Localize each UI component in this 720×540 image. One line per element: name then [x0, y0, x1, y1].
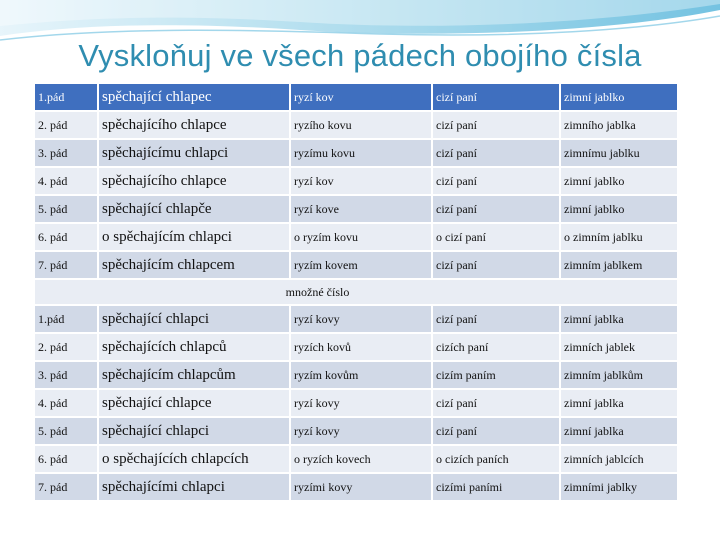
- table-row: [35, 168, 677, 194]
- noun-phrase-3-cell: o cizí paní: [433, 224, 559, 250]
- noun-phrase-1-cell: spěchající chlapci: [99, 418, 289, 444]
- table-row: [35, 140, 677, 166]
- noun-phrase-3-cell: cizí paní: [433, 306, 559, 332]
- table-row: [35, 446, 677, 472]
- noun-phrase-2-cell: ryzích kovů: [291, 334, 431, 360]
- case-cell: 4. pád: [35, 390, 97, 416]
- noun-phrase-2-cell: ryzími kovy: [291, 474, 431, 500]
- noun-phrase-4-cell: zimní jablka: [561, 390, 677, 416]
- table-row: [35, 224, 677, 250]
- case-cell: 6. pád: [35, 224, 97, 250]
- noun-phrase-1-cell: spěchající chlapec: [99, 84, 289, 110]
- noun-phrase-2-cell: ryzí kovy: [291, 306, 431, 332]
- noun-phrase-2-cell: ryzího kovu: [291, 112, 431, 138]
- table-row: [35, 362, 677, 388]
- noun-phrase-1-cell: o spěchajícím chlapci: [99, 224, 289, 250]
- noun-phrase-1-cell: spěchajících chlapců: [99, 334, 289, 360]
- noun-phrase-1-cell: spěchající chlapce: [99, 390, 289, 416]
- noun-phrase-2-cell: ryzí kovy: [291, 390, 431, 416]
- table-row: [35, 334, 677, 360]
- noun-phrase-3-cell: cizích paní: [433, 334, 559, 360]
- case-cell: 3. pád: [35, 140, 97, 166]
- noun-phrase-3-cell: cizí paní: [433, 196, 559, 222]
- noun-phrase-1-cell: spěchajícímu chlapci: [99, 140, 289, 166]
- noun-phrase-3-cell: cizí paní: [433, 112, 559, 138]
- noun-phrase-2-cell: ryzím kovem: [291, 252, 431, 278]
- declension-table: [33, 82, 679, 502]
- noun-phrase-4-cell: zimním jablkem: [561, 252, 677, 278]
- noun-phrase-2-cell: ryzímu kovu: [291, 140, 431, 166]
- noun-phrase-4-cell: zimní jablko: [561, 168, 677, 194]
- noun-phrase-1-cell: spěchajícím chlapcům: [99, 362, 289, 388]
- noun-phrase-4-cell: zimní jablko: [561, 196, 677, 222]
- plural-heading-cell: [35, 280, 677, 304]
- noun-phrase-4-cell: zimními jablky: [561, 474, 677, 500]
- noun-phrase-4-cell: zimní jablka: [561, 418, 677, 444]
- table-row: [35, 196, 677, 222]
- plural-heading-row: [35, 280, 677, 304]
- noun-phrase-1-cell: spěchajícími chlapci: [99, 474, 289, 500]
- table-row: [35, 474, 677, 500]
- case-cell: 6. pád: [35, 446, 97, 472]
- case-cell: 7. pád: [35, 474, 97, 500]
- noun-phrase-3-cell: cizí paní: [433, 140, 559, 166]
- noun-phrase-2-cell: ryzí kov: [291, 84, 431, 110]
- noun-phrase-3-cell: cizí paní: [433, 168, 559, 194]
- noun-phrase-4-cell: zimních jablek: [561, 334, 677, 360]
- noun-phrase-4-cell: zimního jablka: [561, 112, 677, 138]
- table-row: [35, 112, 677, 138]
- noun-phrase-4-cell: zimním jablkům: [561, 362, 677, 388]
- noun-phrase-2-cell: ryzí kov: [291, 168, 431, 194]
- case-cell: 1.pád: [35, 306, 97, 332]
- table-row: [35, 390, 677, 416]
- noun-phrase-1-cell: spěchající chlapci: [99, 306, 289, 332]
- table-row: [35, 252, 677, 278]
- noun-phrase-3-cell: cizími paními: [433, 474, 559, 500]
- noun-phrase-4-cell: zimních jablcích: [561, 446, 677, 472]
- noun-phrase-3-cell: cizí paní: [433, 418, 559, 444]
- case-cell: 1.pád: [35, 84, 97, 110]
- noun-phrase-3-cell: cizí paní: [433, 84, 559, 110]
- table-row: [35, 84, 677, 110]
- noun-phrase-1-cell: o spěchajících chlapcích: [99, 446, 289, 472]
- noun-phrase-2-cell: ryzí kove: [291, 196, 431, 222]
- table-row: [35, 306, 677, 332]
- case-cell: 5. pád: [35, 196, 97, 222]
- case-cell: 5. pád: [35, 418, 97, 444]
- slide-title: Vyskloňuj ve všech pádech obojího čísla: [78, 38, 642, 73]
- noun-phrase-3-cell: cizím paním: [433, 362, 559, 388]
- noun-phrase-2-cell: o ryzím kovu: [291, 224, 431, 250]
- noun-phrase-1-cell: spěchajícího chlapce: [99, 168, 289, 194]
- noun-phrase-2-cell: o ryzích kovech: [291, 446, 431, 472]
- noun-phrase-4-cell: zimní jablko: [561, 84, 677, 110]
- noun-phrase-2-cell: ryzím kovům: [291, 362, 431, 388]
- noun-phrase-4-cell: zimní jablka: [561, 306, 677, 332]
- noun-phrase-3-cell: cizí paní: [433, 252, 559, 278]
- noun-phrase-3-cell: o cizích paních: [433, 446, 559, 472]
- noun-phrase-1-cell: spěchající chlapče: [99, 196, 289, 222]
- case-cell: 2. pád: [35, 112, 97, 138]
- case-cell: 3. pád: [35, 362, 97, 388]
- table-row: [35, 418, 677, 444]
- case-cell: 2. pád: [35, 334, 97, 360]
- noun-phrase-1-cell: spěchajícím chlapcem: [99, 252, 289, 278]
- noun-phrase-4-cell: zimnímu jablku: [561, 140, 677, 166]
- case-cell: 4. pád: [35, 168, 97, 194]
- case-cell: 7. pád: [35, 252, 97, 278]
- noun-phrase-2-cell: ryzí kovy: [291, 418, 431, 444]
- noun-phrase-3-cell: cizí paní: [433, 390, 559, 416]
- plural-heading: množné číslo: [285, 284, 350, 299]
- noun-phrase-4-cell: o zimním jablku: [561, 224, 677, 250]
- noun-phrase-1-cell: spěchajícího chlapce: [99, 112, 289, 138]
